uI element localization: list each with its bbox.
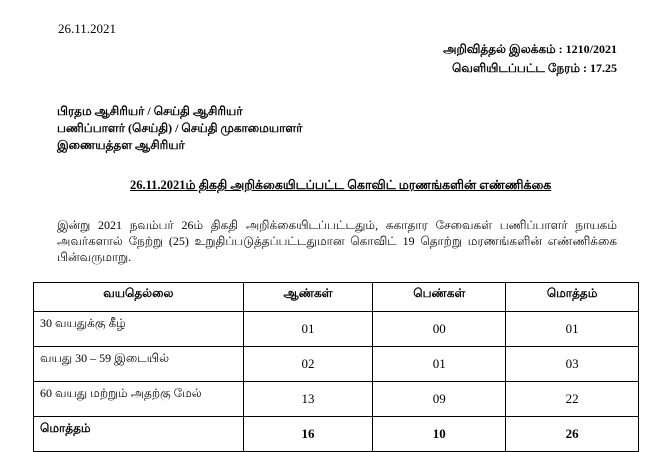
table-row <box>34 347 639 382</box>
female-count-cell: 09 <box>373 382 506 417</box>
header-total: மொத்தம் <box>506 283 639 312</box>
total-count-cell: 01 <box>506 312 639 347</box>
total-count-cell: 22 <box>506 382 639 417</box>
release-time <box>443 59 617 78</box>
notice-number-value: 1210/2021 <box>565 42 617 56</box>
intro-paragraph: இன்று 2021 நவம்பர் 26ம் திகதி அறிக்கையிடப்பட்டதும், சுகாதார சேவைகள் பணிப்பாளர் நாயகம் அவர்களால் நேற்று (25) உறுதிப்படுத்தப்பட்டதுமான கொவிட் 19 தொற்று மரணங்களின் எண்ணிக்கை பின்வருமாறு. <box>57 218 617 264</box>
female-total-cell: 10 <box>373 417 506 452</box>
male-count-cell: 13 <box>243 382 373 417</box>
release-time-label: வெளியிடப்பட்ட நேரம் : <box>452 61 587 75</box>
total-label-cell: மொத்தம் <box>34 417 244 452</box>
grand-total-cell: 26 <box>506 417 639 452</box>
notice-number <box>443 40 617 59</box>
deaths-table <box>33 282 639 452</box>
document-date: 26.11.2021 <box>58 21 117 36</box>
age-range-cell: வயது 30 – 59 இடையில் <box>34 347 244 382</box>
notice-info <box>443 40 617 78</box>
male-count-cell: 02 <box>243 347 373 382</box>
header-age-range: வயதெல்லை <box>34 283 244 312</box>
document-title: 26.11.2021ம் திகதி அறிக்கையிடப்பட்ட கொவிட் மரணங்களின் எண்ணிக்கை <box>130 178 552 192</box>
total-count-cell: 03 <box>506 347 639 382</box>
male-total-cell: 16 <box>243 417 373 452</box>
header-female: பெண்கள் <box>373 283 506 312</box>
release-time-value: 17.25 <box>590 61 617 75</box>
table-header-row <box>34 283 639 312</box>
age-range-cell: 60 வயது மற்றும் அதற்கு மேல் <box>34 382 244 417</box>
male-count-cell: 01 <box>243 312 373 347</box>
recipient-line: பணிப்பாளர் (செய்தி) / செய்தி முகாமையாளர் <box>57 121 303 135</box>
notice-number-label: அறிவித்தல் இலக்கம் : <box>443 42 563 56</box>
recipient-line: பிரதம ஆசிரியர் / செய்தி ஆசிரியர் <box>57 104 243 118</box>
recipient-line: இணையத்தள ஆசிரியர் <box>57 138 185 152</box>
table-row <box>34 312 639 347</box>
header-male: ஆண்கள் <box>243 283 373 312</box>
table-row <box>34 382 639 417</box>
age-range-cell: 30 வயதுக்கு கீழ் <box>34 312 244 347</box>
female-count-cell: 01 <box>373 347 506 382</box>
recipients-block <box>57 103 302 154</box>
table-total-row <box>34 417 639 452</box>
female-count-cell: 00 <box>373 312 506 347</box>
